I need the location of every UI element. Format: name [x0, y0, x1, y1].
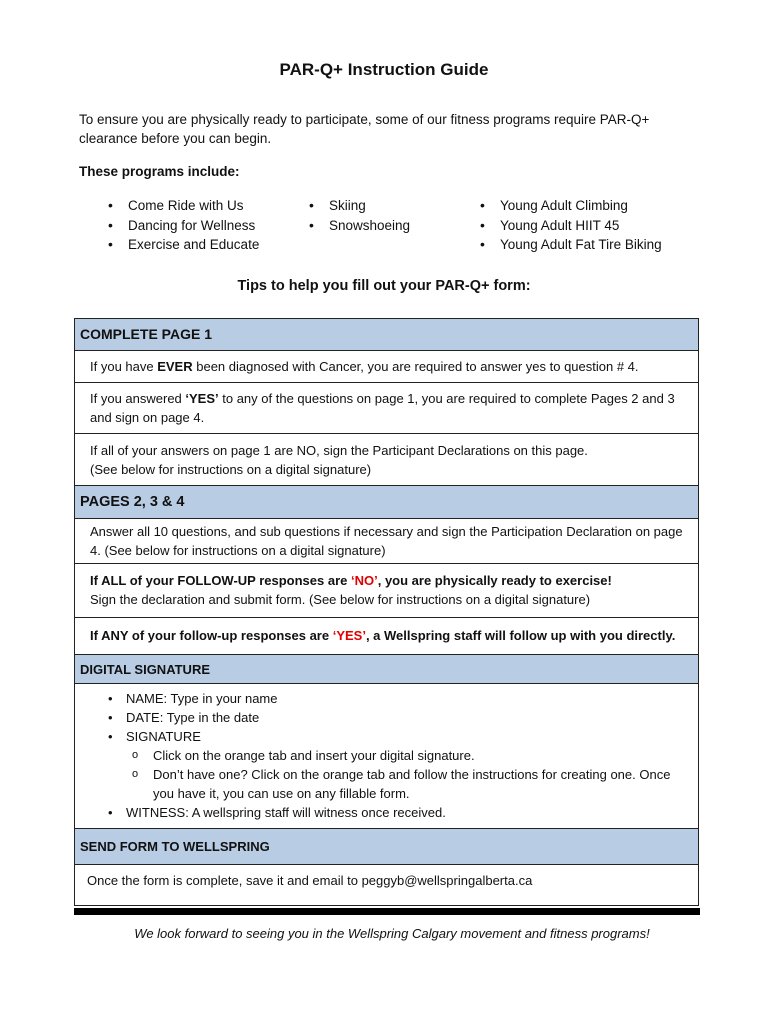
list-item: • Young Adult Climbing	[478, 196, 662, 216]
list-item: • Skiing	[307, 196, 410, 216]
section-header-complete-page-1: COMPLETE PAGE 1	[75, 319, 698, 351]
list-item: • Dancing for Wellness	[106, 216, 259, 236]
list-item: • NAME: Type in your name	[108, 689, 690, 708]
table-row: Once the form is complete, save it and email to peggyb@wellspringalberta.ca	[87, 873, 533, 888]
list-item: • Snowshoeing	[307, 216, 410, 236]
list-item: o Don’t have one? Click on the orange tab and follow the instructions for creating one. Once you have it, you can use on any fillable form.	[108, 765, 690, 803]
table-row	[75, 684, 698, 829]
list-item: • Come Ride with Us	[106, 196, 259, 216]
table-row: If all of your answers on page 1 are NO, sign the Participant Declarations on this page. (See below for instructions on a digital signature)	[75, 434, 698, 486]
closing-message: We look forward to seeing you in the Wellspring Calgary movement and fitness programs!	[134, 926, 650, 941]
list-item: • Young Adult Fat Tire Biking	[478, 235, 662, 255]
section-header-pages-2-3-4: PAGES 2, 3 & 4	[75, 486, 698, 519]
programs-heading: These programs include:	[79, 164, 240, 179]
divider-bar	[74, 908, 700, 915]
list-item: o Click on the orange tab and insert your digital signature.	[108, 746, 690, 765]
list-item: • DATE: Type in the date	[108, 708, 690, 727]
intro-paragraph: To ensure you are physically ready to participate, some of our fitness programs require PAR-Q+ clearance before you can begin.	[79, 112, 650, 146]
program-list-col1	[106, 196, 259, 255]
table-row: Answer all 10 questions, and sub questions if necessary and sign the Participation Declaration on page 4. (See below for instructions on a digital signature)	[75, 519, 698, 564]
list-item: • SIGNATURE	[108, 727, 690, 746]
table-row: If you have EVER been diagnosed with Cancer, you are required to answer yes to question # 4.	[75, 351, 698, 383]
section-header-send-form: SEND FORM TO WELLSPRING	[75, 829, 698, 865]
list-item: • Young Adult HIIT 45	[478, 216, 662, 236]
section-header-digital-signature: DIGITAL SIGNATURE	[75, 655, 698, 684]
table-row: If ALL of your FOLLOW-UP responses are ‘NO’, you are physically ready to exercise! Sign the declaration and submit form. (See below for instructions on a digital signature)	[75, 564, 698, 618]
table-row: If you answered ‘YES’ to any of the questions on page 1, you are required to complete Pages 2 and 3 and sign on page 4.	[75, 383, 698, 434]
tips-heading: Tips to help you fill out your PAR-Q+ form:	[237, 278, 531, 294]
program-list-col2	[307, 196, 410, 235]
program-list-col3	[478, 196, 662, 255]
table-row: If ANY of your follow-up responses are ‘YES’, a Wellspring staff will follow up with you directly.	[75, 618, 698, 655]
list-item: • Exercise and Educate	[106, 235, 259, 255]
page-title: PAR-Q+ Instruction Guide	[279, 60, 489, 79]
list-item: • WITNESS: A wellspring staff will witness once received.	[108, 803, 690, 822]
instructions-table	[74, 318, 699, 906]
